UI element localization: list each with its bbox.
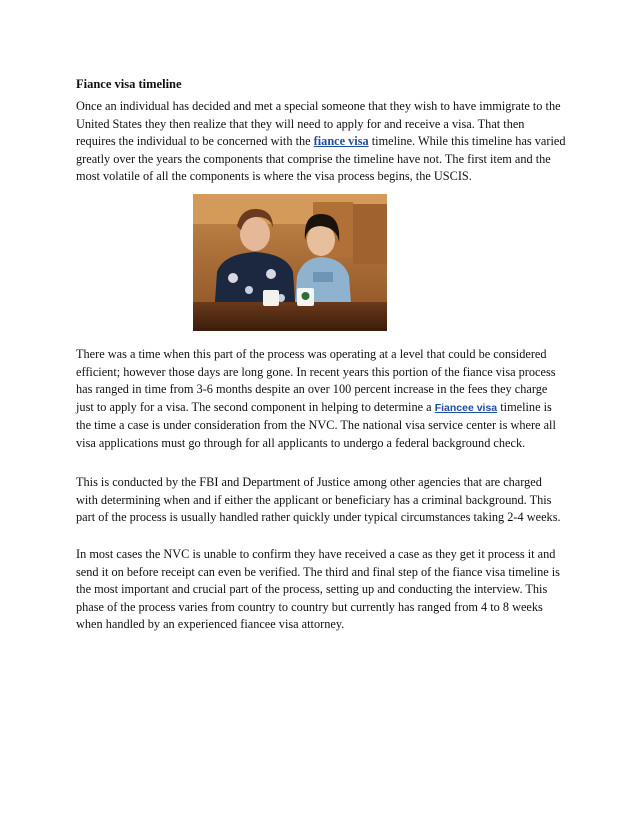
fiance-visa-link[interactable]: fiance visa (313, 134, 369, 149)
paragraph-intro-text-before: Once an individual has decided and met a special someone that they wish to have immigrate to the United States they then realize that they will need to apply for and receive a visa. That then requires the individual to be concerned with the (76, 99, 561, 149)
paragraph-intro (76, 98, 566, 186)
paragraph-intro-text-after: timeline. While this timeline has varied greatly over the years the components that comprise the timeline have not. The first item and the most volatile of all the components is where the visa process begins, the USCIS. (76, 134, 566, 184)
fiancee-visa-link[interactable]: Fiancee visa (434, 401, 498, 414)
paragraph-uscis (76, 346, 566, 453)
paragraph-nvc: In most cases the NVC is unable to confirm they have received a case as they get it process it and send it on before receipt can even be verified. The third and final step of the fiance visa timeline is the most important and crucial part of the process, setting up and conducting the interview. This phase of the process varies from country to country but currently has ranged from 4 to 8 weeks when handled by an experienced fiancee visa attorney. (76, 547, 560, 632)
paragraph-uscis-text-after: timeline is the time a case is under consideration from the NVC. The national visa service center is where all visa applications must go through for all applicants to undergo a federal background check. (76, 399, 556, 450)
couple-photo (193, 194, 387, 331)
paragraph-uscis-text-before: There was a time when this part of the process was operating at a level that could be considered efficient; however those days are long gone. In recent years this portion of the fiance visa process has ranged in time from 3-6 months despite an over 100 percent increase in the fees they charge just to apply for a visa. The second component in helping to determine a (76, 347, 556, 414)
document-title: Fiance visa timeline (76, 77, 182, 91)
paragraph-fbi: This is conducted by the FBI and Department of Justice among other agencies that are charged with determining when and if either the applicant or beneficiary has a criminal background. This part of the process is usually handled rather quickly under typical circumstances taking 2-4 weeks. (76, 475, 561, 525)
